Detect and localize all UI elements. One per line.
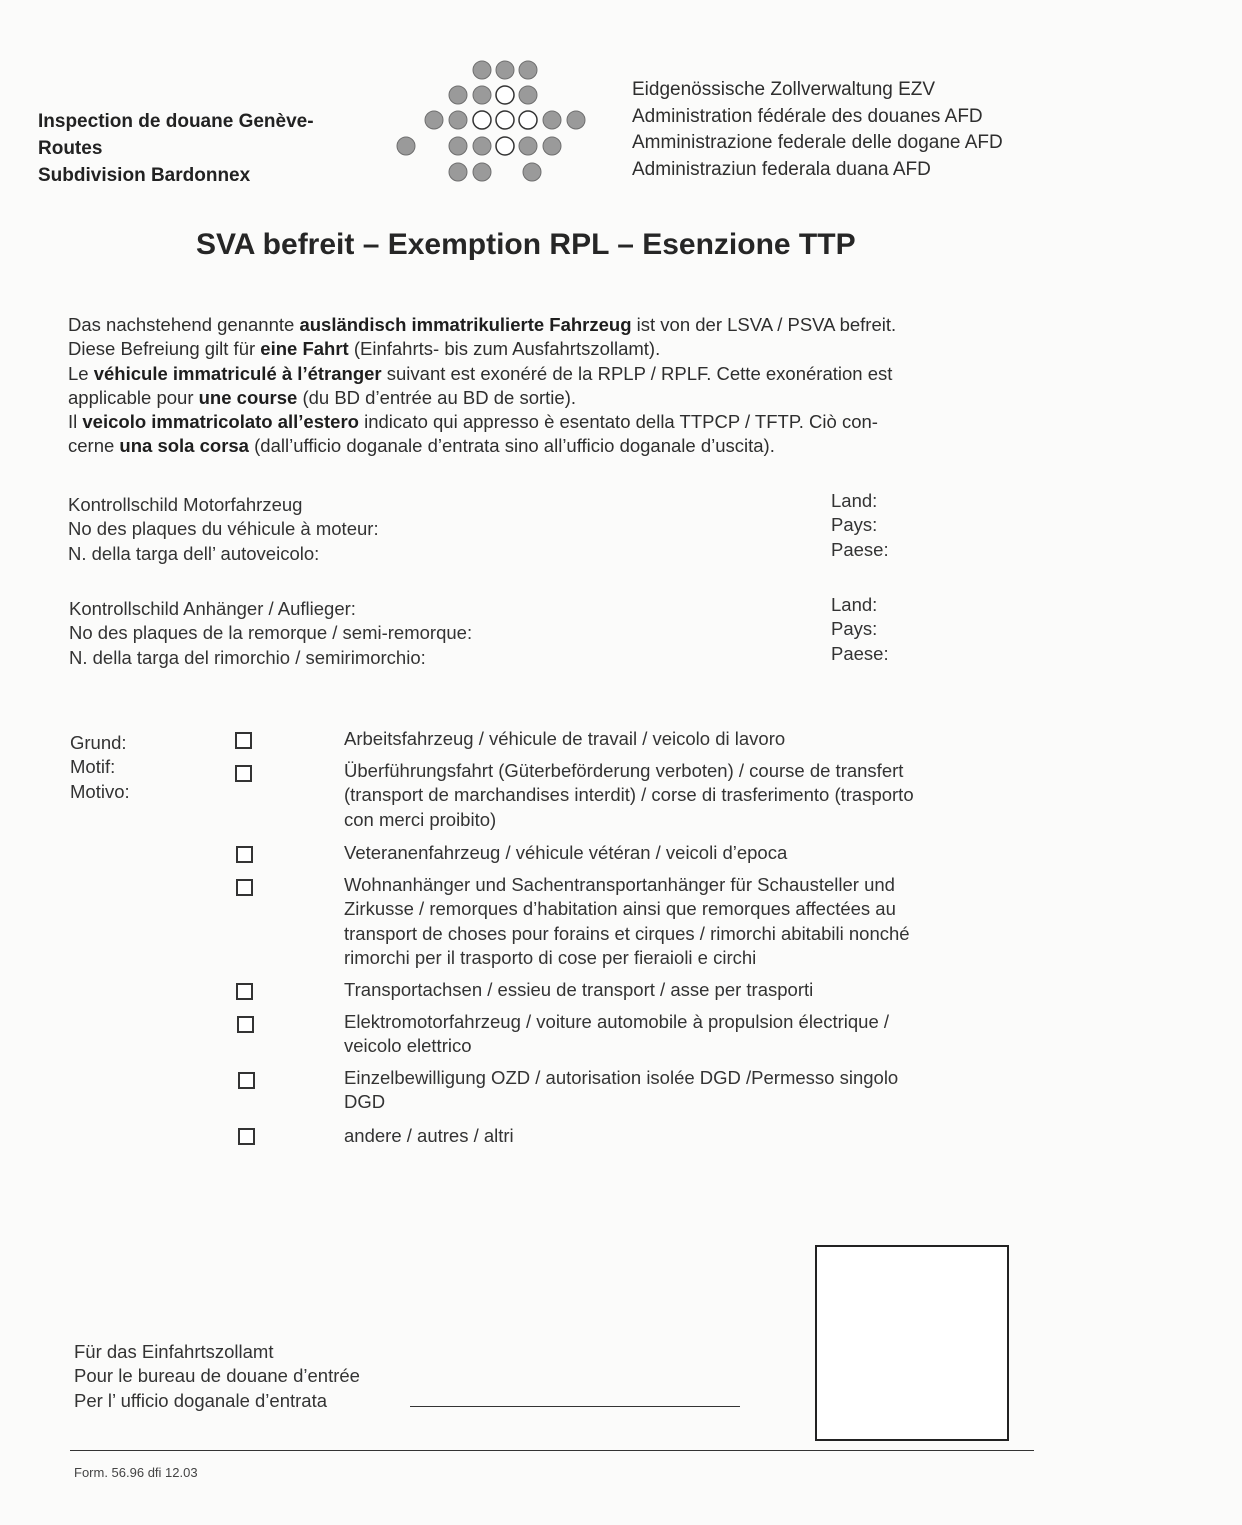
reason-text: Transportachsen / essieu de transport / asse per trasporti <box>344 979 814 1000</box>
reason-text: con merci proibito) <box>344 808 497 830</box>
country-label-it: Paese: <box>831 538 889 560</box>
swiss-federal-logo <box>392 56 602 188</box>
country-label-fr: Pays: <box>831 618 878 640</box>
form-number: Form. 56.96 dfi 12.03 <box>74 1465 198 1480</box>
document-title: SVA befreit – Exemption RPL – Esenzione TTP <box>196 228 856 261</box>
trailer-plate-label-it: N. della targa del rimorchio / semirimorchio: <box>69 646 426 668</box>
intro-line: cerne una sola corsa (dall’ufficio doganale d’entrata sino all’ufficio doganale d’uscita). <box>68 435 775 457</box>
intro-text <box>68 313 896 459</box>
reason-text: Wohnanhänger und Sachentransportanhänger für Schausteller und <box>344 874 895 895</box>
admin-name-de: Eidgenössische Zollverwaltung EZV <box>632 79 936 100</box>
intro-line: applicable pour une course (du BD d’entrée au BD de sortie). <box>68 386 576 408</box>
office-line-2: Routes <box>38 138 103 159</box>
reason-text: veicolo elettrico <box>344 1035 472 1057</box>
signature-line[interactable] <box>410 1406 740 1407</box>
checkbox-transport-axles[interactable] <box>236 983 253 1000</box>
entry-office-it: Per l’ ufficio doganale d’entrata <box>74 1389 328 1411</box>
reason-text: DGD <box>344 1091 386 1113</box>
trailer-country-field[interactable] <box>831 593 889 666</box>
checkbox-other[interactable] <box>238 1128 255 1145</box>
checkbox-transfer-trip[interactable] <box>235 765 252 782</box>
reason-text: Einzelbewilligung OZD / autorisation isolée DGD /Permesso singolo <box>344 1067 899 1088</box>
country-label-de: Land: <box>831 490 878 511</box>
intro-line: Diese Befreiung gilt für eine Fahrt (Einfahrts- bis zum Ausfahrtszollamt). <box>68 338 661 360</box>
reason-text: (transport de marchandises interdit) / corse di trasferimento (trasporto <box>344 784 914 806</box>
vehicle-country-field[interactable] <box>831 489 889 562</box>
vehicle-plate-field[interactable] <box>68 493 379 566</box>
country-label-it: Paese: <box>831 642 889 664</box>
checkbox-showmen-trailers[interactable] <box>236 879 253 896</box>
trailer-plate-label-fr: No des plaques de la remorque / semi-remorque: <box>69 622 473 644</box>
footer-divider <box>70 1450 1034 1451</box>
vehicle-plate-label-it: N. della targa dell’ autoveicolo: <box>68 542 320 564</box>
reason-option-individual-permit <box>344 1066 898 1115</box>
admin-name-rm: Administraziun federala duana AFD <box>632 158 931 180</box>
reason-text: andere / autres / altri <box>344 1125 514 1146</box>
reason-option-transport-axles <box>344 978 813 1002</box>
entry-office-fr: Pour le bureau de douane d’entrée <box>74 1365 360 1387</box>
checkbox-veteran-vehicle[interactable] <box>236 846 253 863</box>
reason-option-transfer-trip <box>344 759 914 832</box>
reason-text: Veteranenfahrzeug / véhicule vétéran / veicoli d’epoca <box>344 842 788 863</box>
administration-names <box>632 77 1003 183</box>
checkbox-work-vehicle[interactable] <box>235 732 252 749</box>
customs-office-block <box>38 108 314 189</box>
reason-text: Arbeitsfahrzeug / véhicule de travail / veicolo di lavoro <box>344 728 786 749</box>
country-label-de: Land: <box>831 594 878 615</box>
reason-text: transport de choses pour forains et cirques / rimorchi abitabili nonché <box>344 922 910 944</box>
reason-option-work-vehicle <box>344 727 785 751</box>
entry-office-de: Für das Einfahrtszollamt <box>74 1341 274 1362</box>
checkbox-electric-vehicle[interactable] <box>237 1016 254 1033</box>
reason-text: Überführungsfahrt (Güterbeförderung verboten) / course de transfert <box>344 760 904 781</box>
stamp-box <box>815 1245 1009 1441</box>
trailer-plate-field[interactable] <box>69 597 472 670</box>
intro-line: Le véhicule immatriculé à l’étranger suivant est exonéré de la RPLP / RPLF. Cette exonération est <box>68 362 893 384</box>
intro-line: Il veicolo immatricolato all’estero indicato qui appresso è esentato della TTPCP / TFTP. Ciò con- <box>68 411 878 433</box>
entry-office-label <box>74 1340 360 1413</box>
reason-label-fr: Motif: <box>70 756 116 778</box>
checkbox-individual-permit[interactable] <box>238 1072 255 1089</box>
country-label-fr: Pays: <box>831 514 878 536</box>
reason-text: Elektromotorfahrzeug / voiture automobile à propulsion électrique / <box>344 1011 890 1032</box>
reason-option-other <box>344 1124 514 1148</box>
reason-option-electric-vehicle <box>344 1010 889 1059</box>
intro-line: Das nachstehend genannte ausländisch immatrikulierte Fahrzeug ist von der LSVA / PSVA befreit. <box>68 314 897 335</box>
reason-text: rimorchi per il trasporto di cose per fieraioli e circhi <box>344 946 757 968</box>
vehicle-plate-label-de: Kontrollschild Motorfahrzeug <box>68 494 303 515</box>
reason-option-showmen-trailers <box>344 873 910 970</box>
reason-label-de: Grund: <box>70 732 127 753</box>
office-line-3: Subdivision Bardonnex <box>38 165 251 186</box>
vehicle-plate-label-fr: No des plaques du véhicule à moteur: <box>68 518 379 540</box>
office-line-1: Inspection de douane Genève- <box>38 111 314 132</box>
admin-name-it: Amministrazione federale delle dogane AFD <box>632 132 1003 153</box>
admin-name-fr: Administration fédérale des douanes AFD <box>632 105 983 127</box>
reason-label <box>70 731 130 804</box>
reason-text: Zirkusse / remorques d’habitation ainsi que remorques affectées au <box>344 898 896 920</box>
reason-label-it: Motivo: <box>70 780 130 802</box>
trailer-plate-label-de: Kontrollschild Anhänger / Auflieger: <box>69 598 356 619</box>
reason-option-veteran-vehicle <box>344 841 787 865</box>
